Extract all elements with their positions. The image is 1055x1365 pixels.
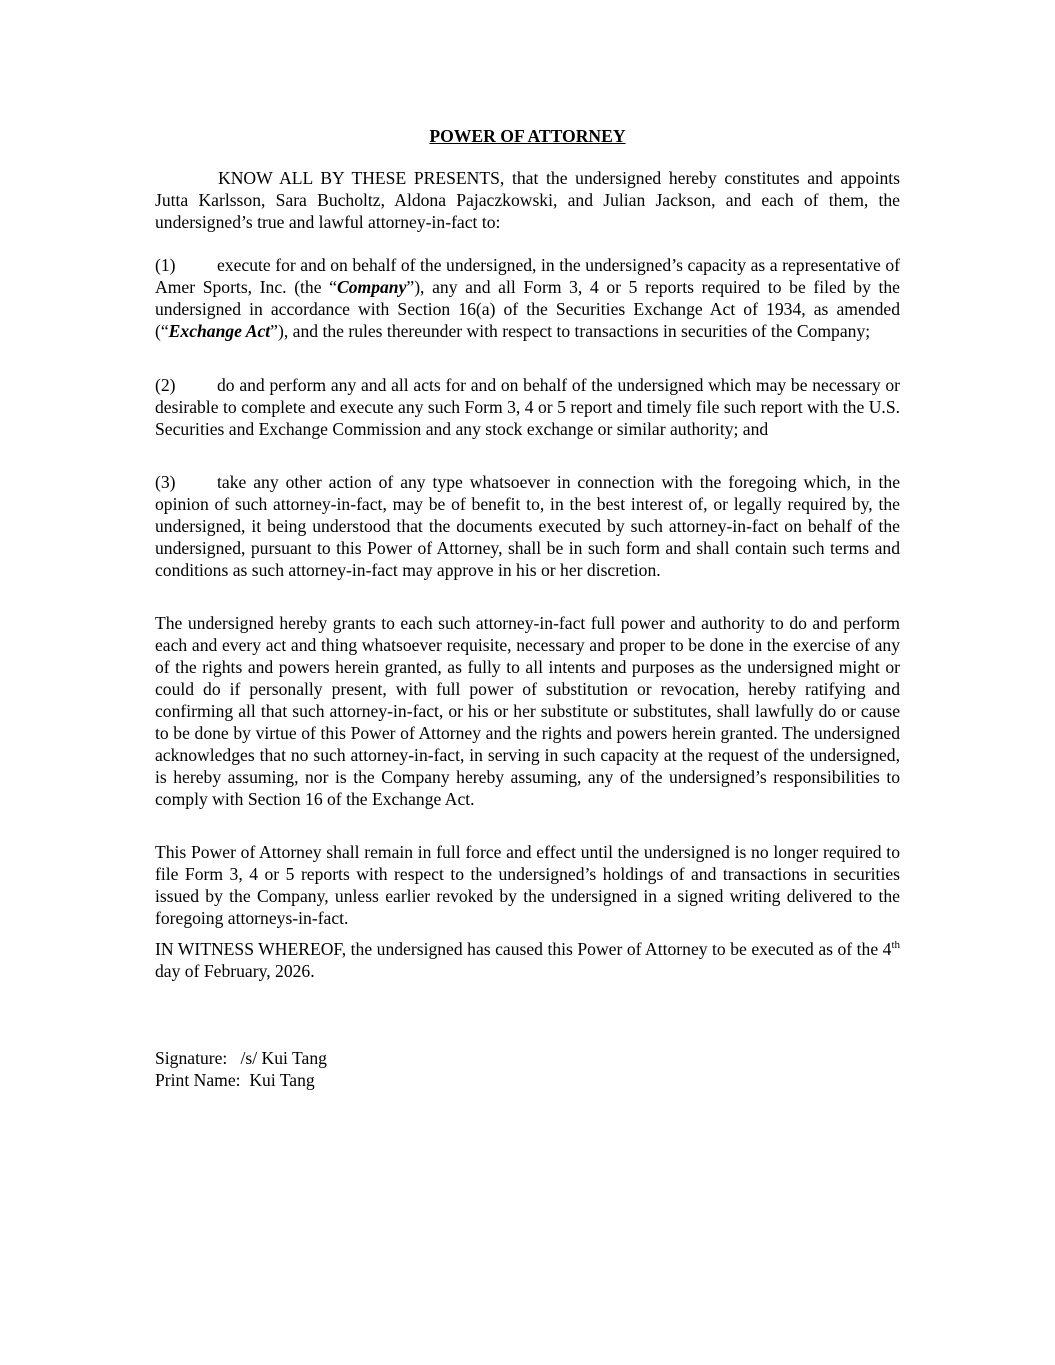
document-title: POWER OF ATTORNEY — [429, 126, 626, 146]
print-name-value: Kui Tang — [249, 1070, 315, 1090]
item-number: (1) — [155, 255, 176, 275]
item-number: (2) — [155, 375, 176, 395]
list-item-1 — [155, 254, 900, 342]
signature-block — [155, 1047, 900, 1091]
ordinal-suffix: th — [891, 939, 900, 952]
item-number: (3) — [155, 472, 176, 492]
item-text: ”), any and all Form 3, 4 or 5 reports required to be filed by the undersigned in accordance with Section 16(a) of the Securities Exchange Act of 1934, as amended (“ — [155, 277, 900, 341]
grant-paragraph: The undersigned hereby grants to each such attorney-in-fact full power and authority to do and perform each and every act and thing whatsoever requisite, necessary and proper to be done in the exercise of any of the rights and powers herein granted, as fully to all intents and purposes as the undersigned might or could do if personally present, with full power of substitution or revocation, hereby ratifying and confirming all that such attorney-in-fact, or his or her substitute or substitutes, shall lawfully do or cause to be done by virtue of this Power of Attorney and the rights and powers herein granted. The undersigned acknowledges that no such attorney-in-fact, in serving in such capacity at the request of the undersigned, is hereby assuming, nor is the Company hereby assuming, any of the undersigned’s responsibilities to comply with Section 16 of the Exchange Act. — [155, 613, 900, 809]
signature-value: /s/ Kui Tang — [240, 1048, 327, 1068]
signature-label: Signature: — [155, 1048, 228, 1068]
defined-term-company: Company — [336, 277, 407, 297]
witness-paragraph — [155, 938, 900, 982]
item-text: execute for and on behalf of the undersigned, in the undersigned’s capacity as a representative of Amer Sports, Inc. (the “ — [155, 255, 900, 297]
defined-term-exchange-act: Exchange Act — [168, 321, 271, 341]
item-text: ”), and the rules thereunder with respect to transactions in securities of the Company; — [270, 321, 871, 341]
list-item-3 — [155, 471, 900, 581]
list-item-2 — [155, 374, 900, 440]
intro-paragraph: KNOW ALL BY THESE PRESENTS, that the undersigned hereby constitutes and appoints Jutta Karlsson, Sara Bucholtz, Aldona Pajaczkowski, and Julian Jackson, and each of them, the undersigned’s true and lawful attorney-in-fact to: — [155, 168, 900, 232]
signature-line — [155, 1047, 900, 1069]
witness-text: IN WITNESS WHEREOF, the undersigned has caused this Power of Attorney to be executed as of the 4 — [155, 939, 892, 959]
print-name-label: Print Name: — [155, 1070, 241, 1090]
item-text: do and perform any and all acts for and on behalf of the undersigned which may be necessary or desirable to complete and execute any such Form 3, 4 or 5 report and timely file such report with the U.S. Securities and Exchange Commission and any stock exchange or similar authority; and — [155, 375, 900, 439]
witness-text: day of February, 2026. — [155, 961, 315, 981]
item-text: take any other action of any type whatsoever in connection with the foregoing which, in the opinion of such attorney-in-fact, may be of benefit to, in the best interest of, or legally required by, the undersigned, it being understood that the documents executed by such attorney-in-fact on behalf of the undersigned, pursuant to this Power of Attorney, shall be in such form and shall contain such terms and conditions as such attorney-in-fact may approve in his or her discretion. — [155, 472, 900, 580]
duration-paragraph: This Power of Attorney shall remain in full force and effect until the undersigned is no longer required to file Form 3, 4 or 5 reports with respect to the undersigned’s holdings of and transactions in securities issued by the Company, unless earlier revoked by the undersigned in a signed writing delivered to the foregoing attorneys-in-fact. — [155, 842, 900, 928]
print-name-line — [155, 1069, 900, 1091]
